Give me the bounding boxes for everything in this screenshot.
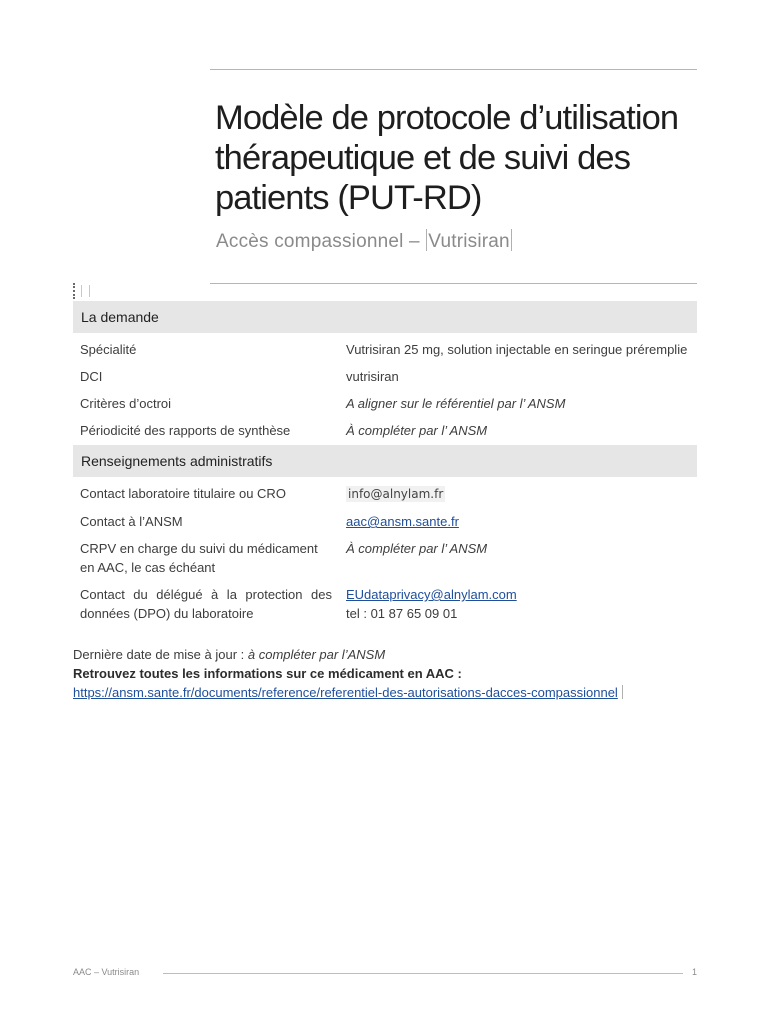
info-table [73, 301, 697, 625]
more-info-heading: Retrouvez toutes les informations sur ce médicament en AAC : [73, 666, 462, 681]
notes-block [73, 645, 623, 702]
row-value-specialite: Vutrisiran 25 mg, solution injectable en seringue préremplie [346, 342, 688, 357]
row-value-dci: vutrisiran [346, 369, 399, 384]
row-label-dpo: Contact du délégué à la protection des données (DPO) du laboratoire [80, 587, 332, 621]
header-rule [210, 69, 697, 70]
row-label-specialite: Spécialité [80, 342, 137, 357]
table-row [73, 333, 697, 363]
table-row [73, 508, 697, 535]
table-row [73, 417, 697, 445]
row-label-dci: DCI [80, 369, 103, 384]
text-cursor-url [622, 685, 623, 699]
subtitle-drug: Vutrisiran [428, 231, 510, 252]
subtitle-prefix: Accès compassionnel – [216, 231, 426, 252]
row-value-criteres: A aligner sur le référentiel par l’ ANSM [346, 396, 566, 411]
row-label-labo: Contact laboratoire titulaire ou CRO [80, 486, 286, 501]
table-row [73, 390, 697, 417]
footer-rule [163, 973, 683, 974]
section-header-demande [73, 301, 697, 333]
row-label-criteres: Critères d’octroi [80, 396, 172, 411]
table-row [73, 477, 697, 508]
table-row [73, 535, 697, 581]
table-row [73, 581, 697, 625]
last-update-value: à compléter par l’ANSM [247, 647, 386, 662]
last-update-prefix: Dernière date de mise à jour : [73, 647, 248, 662]
document-subtitle [216, 229, 513, 253]
section-title-admin: Renseignements administratifs [73, 445, 697, 477]
footer-label: AAC – Vutrisiran [73, 967, 140, 977]
section-header-admin [73, 445, 697, 477]
table-row [73, 363, 697, 390]
row-value-periodicite: À compléter par l’ ANSM [346, 423, 488, 438]
page-footer [73, 967, 697, 981]
row-label-ansm: Contact à l’ANSM [80, 514, 183, 529]
contact-labo-email: info@alnylam.fr [348, 487, 444, 501]
row-label-crpv: CRPV en charge du suivi du médicament en AAC, le cas échéant [80, 541, 318, 575]
section-title-demande: La demande [73, 301, 697, 333]
table-move-handle-icon[interactable] [73, 283, 97, 299]
dpo-email-link[interactable]: EUdataprivacy@alnylam.com [346, 587, 517, 602]
document-title: Modèle de protocole d’utilisation thérapeutique et de suivi des patients (PUT-RD) [215, 99, 679, 217]
subtitle-rule [210, 283, 697, 284]
row-value-crpv: À compléter par l’ ANSM [346, 541, 488, 556]
ansm-email-link[interactable]: aac@ansm.sante.fr [346, 514, 459, 529]
dpo-phone: tel : 01 87 65 09 01 [346, 606, 458, 621]
page-number: 1 [691, 967, 697, 977]
ansm-reference-link[interactable]: https://ansm.sante.fr/documents/reference/referentiel-des-autorisations-dacces-compassionnel [73, 685, 618, 700]
text-cursor-end [511, 229, 512, 251]
last-update-line [73, 645, 623, 664]
row-label-periodicite: Périodicité des rapports de synthèse [80, 423, 291, 438]
